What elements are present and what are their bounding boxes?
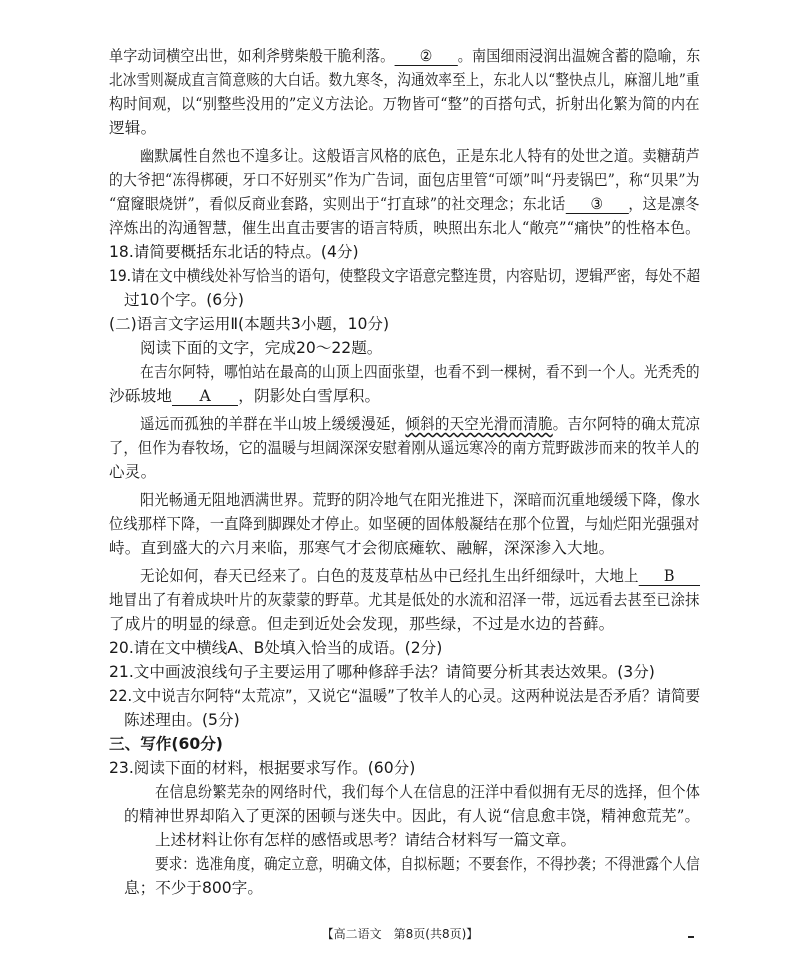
question-19-cont: 过10个字。(6分) xyxy=(124,291,244,309)
text: 沙砾坡地 xyxy=(109,387,173,405)
passage-line: 幽默属性自然也不遑多让。这般语言风格的底色，正是东北人特有的处世之道。卖糖葫芦 xyxy=(140,147,700,165)
passage-line: 逻辑。 xyxy=(109,119,157,137)
question-22-cont: 陈述理由。(5分) xyxy=(124,711,240,729)
passage2-line: 位线那样下降，一直降到脚踝处才停止。如坚硬的固体般凝结在那个位置，与灿烂阳光强强对 xyxy=(109,515,700,533)
passage2-line: 了，但作为春牧场，它的温暖与坦阔深深安慰着刚从遥远寒冷的南方荒野跋涉而来的牧羊人的 xyxy=(109,439,700,457)
writing-prompt: 上述材料让你有怎样的感悟或思考？请结合材料写一篇文章。 xyxy=(155,831,577,849)
question-18: 18.请简要概括东北话的特点。(4分) xyxy=(109,243,359,261)
passage-line: 淬炼出的沟通智慧，催生出直击要害的语言特质，映照出东北人“敞亮”“痛快”的性格本色。 xyxy=(109,219,700,237)
blank-3: ③ xyxy=(565,195,628,214)
passage2-line: 心灵。 xyxy=(109,463,157,481)
blank-2: ② xyxy=(394,47,457,66)
text: ，这是凛冬 xyxy=(628,195,700,213)
material-line: 的精神世界却陷入了更深的困顿与迷失中。因此，有人说“信息愈丰饶，精神愈荒芜”。 xyxy=(124,807,700,825)
text: 无论如何，春天已经来了。白色的芨芨草枯丛中已经扎生出纤细绿叶，大地上 xyxy=(140,567,639,585)
footer-mark xyxy=(688,936,694,938)
passage2-line: 地冒出了有着成块叶片的灰蒙蒙的野草。尤其是低处的水流和沼泽一带，远远看去甚至已涂抹 xyxy=(109,591,700,609)
passage-line xyxy=(109,193,700,215)
blank-a: A xyxy=(172,387,238,406)
passage2-line xyxy=(109,385,380,407)
passage2-line: 在吉尔阿特，哪怕站在最高的山顶上四面张望，也看不到一棵树，看不到一个人。光秃秃的 xyxy=(140,363,700,381)
passage-line: 北冰雪则凝成直言简意赅的大白话。数九寒冬，沟通效率至上，东北人以“整快点儿，麻溜儿地”重 xyxy=(109,71,700,89)
question-21: 21.文中画波浪线句子主要运用了哪种修辞手法？请简要分析其表达效果。(3分) xyxy=(109,663,655,681)
section-2-title: (二)语言文字运用Ⅱ(本题共3小题，10分) xyxy=(109,315,390,333)
text: “窟窿眼烧饼”，看似反商业套路，实则出于“打直球”的社交理念；东北话 xyxy=(109,195,566,213)
passage2-line xyxy=(140,413,700,435)
passage2-line xyxy=(140,565,700,587)
material-line: 在信息纷繁芜杂的网络时代，我们每个人在信息的汪洋中看似拥有无尽的选择，但个体 xyxy=(155,783,701,801)
question-19: 19.请在文中横线处补写恰当的语句，使整段文字语意完整连贯，内容贴切，逻辑严密，每处不超 xyxy=(109,267,701,285)
blank-b: B xyxy=(639,567,700,586)
read-instruction: 阅读下面的文字，完成20～22题。 xyxy=(140,339,383,357)
question-20: 20.请在文中横线A、B处填入恰当的成语。(2分) xyxy=(109,639,443,657)
passage-line: 构时间观，以“别整些没用的”定义方法论。万物皆可“整”的百搭句式，折射出化繁为简的内在 xyxy=(109,95,700,113)
writing-requirements-cont: 息；不少于800字。 xyxy=(124,879,263,897)
passage2-line: 峙。直到盛大的六月来临，那寒气才会彻底瘫软、融解，深深渗入大地。 xyxy=(109,539,615,557)
question-22: 22.文中说吉尔阿特“太荒凉”，又说它“温暖”了牧羊人的心灵。这两种说法是否矛盾？请简要 xyxy=(109,687,701,705)
passage-line: 的大爷把“冻得梆硬，牙口不好别买”作为广告词，面包店里管“可颂”叫“丹麦锅巴”，称“贝果”为 xyxy=(109,171,700,189)
section-3-title: 三、写作(60分) xyxy=(109,735,223,753)
text: 遥远而孤独的羊群在半山坡上缓缓漫延， xyxy=(140,415,406,433)
text: 。吉尔阿特的确太荒凉 xyxy=(552,415,701,433)
passage2-line: 了成片的明显的绿意。但走到近处会发现，那些绿，不过是水边的苔藓。 xyxy=(109,615,615,633)
text: 单字动词横空出世，如利斧劈柴般干脆利落。 xyxy=(109,47,395,65)
text: ，阴影处白雪厚积。 xyxy=(238,387,381,405)
writing-requirements: 要求：选准角度，确定立意，明确文体，自拟标题；不要套作，不得抄袭；不得泄露个人信 xyxy=(155,855,700,873)
passage2-line: 阳光畅通无阻地洒满世界。荒野的阴冷地气在阳光推进下，深暗而沉重地缓缓下降，像水 xyxy=(140,491,700,509)
question-23: 23.阅读下面的材料，根据要求写作。(60分) xyxy=(109,759,416,777)
page-footer: 【高二语文 第8页(共8页)】 xyxy=(321,927,479,941)
passage-line xyxy=(109,45,700,67)
wavy-underlined-sentence: 倾斜的天空光滑而清脆 xyxy=(405,415,553,433)
text: 。南国细雨浸润出温婉含蓄的隐喻，东 xyxy=(457,47,701,65)
